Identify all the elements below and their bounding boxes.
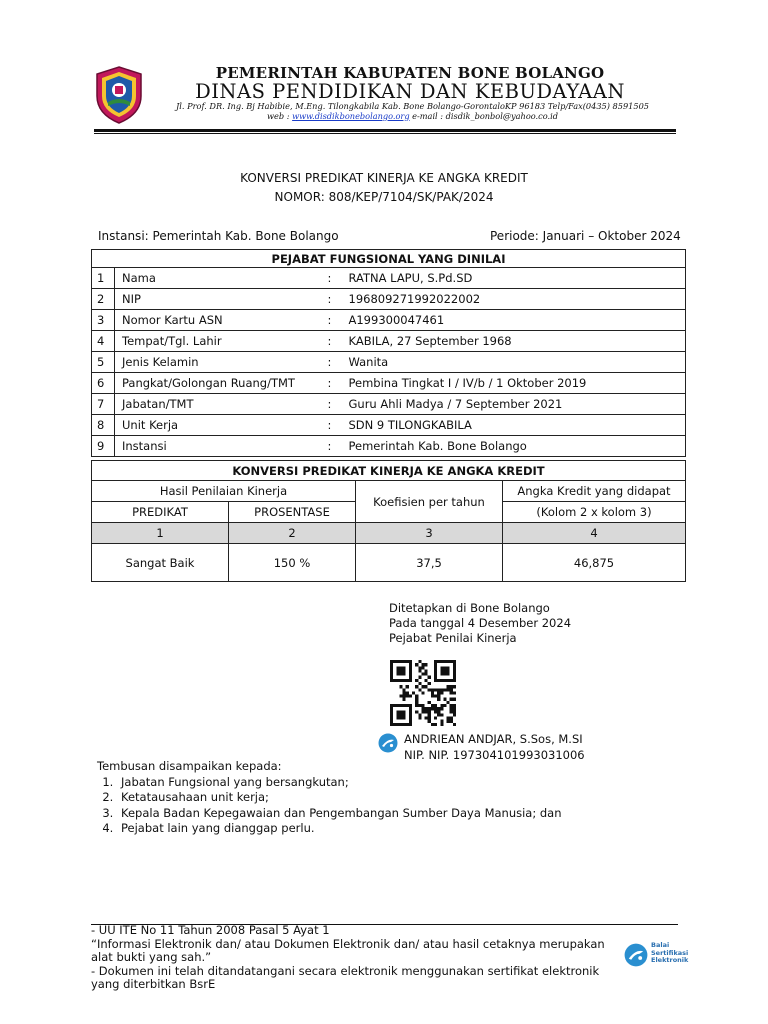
list-item: 2. Ketatausahaan unit kerja;: [117, 790, 562, 806]
row-value: 196809271992022002: [343, 289, 686, 310]
letterhead-address: [150, 102, 675, 121]
row-value: Wanita: [343, 352, 686, 373]
row-value: Guru Ahli Madya / 7 September 2021: [343, 394, 686, 415]
bsre-logo-icon: [624, 943, 648, 967]
row-number: 9: [92, 436, 115, 457]
signatory-nip: NIP. NIP. 197304101993031006: [404, 748, 585, 762]
row-label: Jenis Kelamin: [115, 352, 328, 373]
table-row: [92, 289, 686, 310]
list-item: 3. Kepala Badan Kepegawaian dan Pengembangan Sumber Daya Manusia; dan: [117, 806, 562, 822]
pejabat-table: [91, 249, 686, 457]
signature-place: Ditetapkan di Bone Bolango: [389, 601, 550, 615]
table-row: [92, 331, 686, 352]
predikat-value: Sangat Baik: [92, 544, 229, 582]
row-number: 5: [92, 352, 115, 373]
row-colon: :: [328, 436, 343, 457]
bsre-footer-logo: [624, 940, 694, 970]
prosentase-value: 150 %: [229, 544, 356, 582]
email-text: e-mail : disdik_bonbol@yahoo.co.id: [409, 110, 558, 121]
kolom-note: (Kolom 2 x kolom 3): [503, 502, 686, 523]
row-value: Pembina Tingkat I / IV/b / 1 Oktober 2019: [343, 373, 686, 394]
address-text: Jl. Prof. DR. Ing. Bj Habibie, M.Eng. Tilongkabila Kab. Bone Bolango-GorontaloKP 96183 Telp/Fax(0435) 8591505: [175, 101, 650, 111]
prosentase-header: PROSENTASE: [229, 502, 356, 523]
row-number: 8: [92, 415, 115, 436]
row-number: 3: [92, 310, 115, 331]
row-number: 7: [92, 394, 115, 415]
row-colon: :: [328, 394, 343, 415]
row-label: NIP: [115, 289, 328, 310]
document-title: KONVERSI PREDIKAT KINERJA KE ANGKA KREDIT: [240, 171, 528, 185]
hasil-header: Hasil Penilaian Kinerja: [92, 481, 356, 502]
row-value: A199300047461: [343, 310, 686, 331]
instansi-line: Instansi: Pemerintah Kab. Bone Bolango: [98, 229, 339, 243]
pejabat-heading: PEJABAT FUNGSIONAL YANG DINILAI: [92, 250, 686, 268]
footer-quote: “Informasi Elektronik dan/ atau Dokumen Elektronik dan/ atau hasil cetaknya merupakan alat bukti yang sah.”: [91, 936, 605, 964]
table-row: [92, 352, 686, 373]
row-label: Tempat/Tgl. Lahir: [115, 331, 328, 352]
signature-role: Pejabat Penilai Kinerja: [389, 631, 517, 645]
table-row: [92, 415, 686, 436]
row-label: Nomor Kartu ASN: [115, 310, 328, 331]
row-label: Pangkat/Golongan Ruang/TMT: [115, 373, 328, 394]
row-colon: :: [328, 415, 343, 436]
footer-esign-note: - Dokumen ini telah ditandatangani secara elektronik menggunakan sertifikat elektronik yang diterbitkan BsrE: [91, 963, 600, 991]
document-number: NOMOR: 808/KEP/7104/SK/PAK/2024: [274, 190, 494, 204]
row-colon: :: [328, 331, 343, 352]
predikat-header: PREDIKAT: [92, 502, 229, 523]
qr-code-icon: [388, 660, 458, 726]
list-item: 4. Pejabat lain yang dianggap perlu.: [117, 821, 562, 837]
list-item: 1. Jabatan Fungsional yang bersangkutan;: [117, 775, 562, 791]
col-number: 2: [229, 523, 356, 544]
row-colon: :: [328, 310, 343, 331]
col-number: 1: [92, 523, 229, 544]
signatory-name: ANDRIEAN ANDJAR, S.Sos, M.SI: [404, 732, 583, 746]
bsre-text: Balai: [651, 941, 670, 949]
konversi-table: [91, 460, 686, 582]
row-value: Pemerintah Kab. Bone Bolango: [343, 436, 686, 457]
row-value: KABILA, 27 September 1968: [343, 331, 686, 352]
table-row: [92, 394, 686, 415]
row-label: Jabatan/TMT: [115, 394, 328, 415]
row-label: Nama: [115, 268, 328, 289]
signature-date: Pada tanggal 4 Desember 2024: [389, 616, 572, 630]
letterhead-government: PEMERINTAH KABUPATEN BONE BOLANGO: [215, 64, 605, 82]
row-colon: :: [328, 373, 343, 394]
konversi-heading: KONVERSI PREDIKAT KINERJA KE ANGKA KREDIT: [92, 461, 686, 481]
row-label: Instansi: [115, 436, 328, 457]
regency-crest-icon: [94, 66, 144, 124]
angka-kredit-header: Angka Kredit yang didapat: [503, 481, 686, 502]
table-row: [92, 268, 686, 289]
row-number: 4: [92, 331, 115, 352]
row-colon: :: [328, 289, 343, 310]
row-number: 2: [92, 289, 115, 310]
table-row: [92, 310, 686, 331]
col-number: 4: [503, 523, 686, 544]
letterhead-department: DINAS PENDIDIKAN DAN KEBUDAYAAN: [195, 80, 625, 103]
row-colon: :: [328, 268, 343, 289]
footer-law: - UU ITE No 11 Tahun 2008 Pasal 5 Ayat 1: [91, 923, 330, 937]
row-number: 1: [92, 268, 115, 289]
bsre-text: Sertifikasi: [651, 948, 689, 957]
table-row: [92, 373, 686, 394]
col-number: 3: [356, 523, 503, 544]
table-row: [92, 436, 686, 457]
periode-line: Periode: Januari – Oktober 2024: [490, 229, 681, 243]
web-label: web :: [267, 110, 293, 121]
koefisien-header: Koefisien per tahun: [356, 481, 503, 523]
letterhead-rule-thin: [94, 133, 676, 134]
koefisien-value: 37,5: [356, 544, 503, 582]
bsre-logo-icon: [378, 733, 398, 753]
footer-notes: [91, 924, 621, 992]
row-colon: :: [328, 352, 343, 373]
tembusan-section: [97, 759, 562, 837]
letterhead-rule-thick: [94, 129, 676, 132]
row-label: Unit Kerja: [115, 415, 328, 436]
angka-kredit-value: 46,875: [503, 544, 686, 582]
row-number: 6: [92, 373, 115, 394]
bsre-text: Elektronik: [651, 956, 689, 964]
tembusan-heading: Tembusan disampaikan kepada:: [97, 759, 282, 773]
row-value: SDN 9 TILONGKABILA: [343, 415, 686, 436]
website-link[interactable]: www.disdikbonebolango.org: [292, 110, 410, 121]
row-value: RATNA LAPU, S.Pd.SD: [343, 268, 686, 289]
